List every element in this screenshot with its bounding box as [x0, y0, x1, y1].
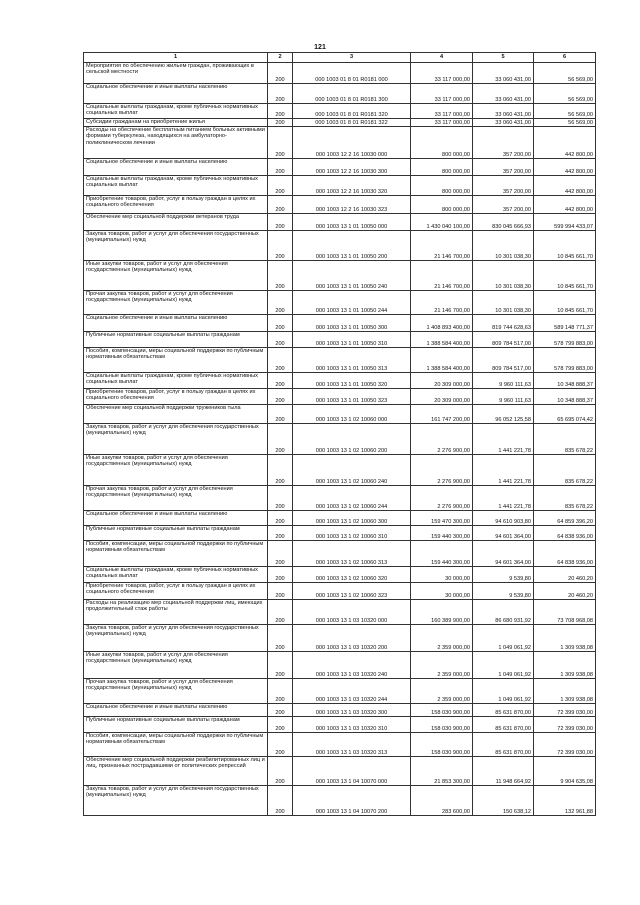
row-name: Обеспечение мер социальной поддержки реабилитированных лиц и лиц, признанных пострадавшими от политических репрессий [84, 757, 268, 786]
approved-amount: 158 030 900,00 [411, 733, 473, 757]
budget-classification-code: 000 1003 13 1 04 10070 000 [293, 757, 411, 786]
approved-amount: 33 117 000,00 [411, 63, 473, 84]
row-code: 200 [268, 625, 293, 652]
budget-classification-code: 000 1003 13 1 02 10060 310 [293, 526, 411, 541]
table-row [84, 583, 596, 600]
approved-amount: 158 030 900,00 [411, 704, 473, 717]
unexecuted-amount: 132 961,88 [534, 786, 596, 816]
table-row [84, 424, 596, 455]
approved-amount: 21 853 300,00 [411, 757, 473, 786]
row-name: Мероприятия по обеспечению жильем граждан, проживающих в сельской местности [84, 63, 268, 84]
approved-amount: 800 000,00 [411, 159, 473, 176]
table-row [84, 567, 596, 583]
approved-amount: 20 309 000,00 [411, 373, 473, 389]
budget-classification-code: 000 1003 13 1 03 10320 240 [293, 652, 411, 679]
row-name: Социальные выплаты гражданам, кроме публичных нормативных социальных выплат [84, 104, 268, 119]
unexecuted-amount: 56 569,00 [534, 119, 596, 127]
row-name: Пособия, компенсации, меры социальной поддержки по публичным нормативным обязательствам [84, 541, 268, 567]
unexecuted-amount: 578 799 883,00 [534, 332, 596, 348]
approved-amount: 283 600,00 [411, 786, 473, 816]
unexecuted-amount: 1 309 938,08 [534, 679, 596, 704]
approved-amount: 21 146 700,00 [411, 231, 473, 261]
row-code: 200 [268, 733, 293, 757]
table-row [84, 511, 596, 526]
budget-classification-code: 000 1003 13 1 03 10320 300 [293, 704, 411, 717]
executed-amount: 9 960 111,63 [473, 389, 534, 405]
table-row [84, 600, 596, 625]
unexecuted-amount: 835 678,22 [534, 424, 596, 455]
approved-amount: 159 440 300,00 [411, 526, 473, 541]
approved-amount: 161 747 200,00 [411, 405, 473, 424]
approved-amount: 21 146 700,00 [411, 291, 473, 315]
row-code: 200 [268, 389, 293, 405]
row-name: Приобретение товаров, работ, услуг в пользу граждан в целях их социального обеспечения [84, 196, 268, 214]
unexecuted-amount: 72 399 030,00 [534, 733, 596, 757]
table-row [84, 455, 596, 486]
executed-amount: 809 784 517,00 [473, 332, 534, 348]
table-row [84, 786, 596, 816]
budget-classification-code: 000 1003 13 1 03 10320 244 [293, 679, 411, 704]
unexecuted-amount: 442 800,00 [534, 196, 596, 214]
approved-amount: 2 359 000,00 [411, 652, 473, 679]
table-row [84, 733, 596, 757]
approved-amount: 1 388 584 400,00 [411, 332, 473, 348]
unexecuted-amount: 20 460,20 [534, 567, 596, 583]
row-code: 200 [268, 348, 293, 373]
row-name: Обеспечение мер социальной поддержки тружеников тыла [84, 405, 268, 424]
row-name: Иные закупки товаров, работ и услуг для обеспечения государственных (муниципальных) нужд [84, 455, 268, 486]
row-code: 200 [268, 63, 293, 84]
executed-amount: 1 441 221,78 [473, 424, 534, 455]
row-name: Социальное обеспечение и иные выплаты населению [84, 704, 268, 717]
row-name: Социальное обеспечение и иные выплаты населению [84, 511, 268, 526]
executed-amount: 85 631 870,00 [473, 717, 534, 733]
table-row [84, 405, 596, 424]
row-code: 200 [268, 600, 293, 625]
budget-classification-code: 000 1003 13 1 01 10050 310 [293, 332, 411, 348]
unexecuted-amount: 65 695 074,42 [534, 405, 596, 424]
executed-amount: 9 960 111,63 [473, 373, 534, 389]
budget-classification-code: 000 1003 13 1 02 10060 000 [293, 405, 411, 424]
executed-amount: 94 601 364,00 [473, 526, 534, 541]
table-row [84, 127, 596, 159]
table-row [84, 291, 596, 315]
unexecuted-amount: 9 904 635,08 [534, 757, 596, 786]
approved-amount: 159 440 300,00 [411, 541, 473, 567]
row-name: Субсидии гражданам на приобретение жилья [84, 119, 268, 127]
row-code: 200 [268, 717, 293, 733]
budget-classification-code: 000 1003 01 8 01 R0181 322 [293, 119, 411, 127]
unexecuted-amount: 10 348 888,37 [534, 373, 596, 389]
row-name: Иные закупки товаров, работ и услуг для обеспечения государственных (муниципальных) нужд [84, 652, 268, 679]
approved-amount: 158 030 900,00 [411, 717, 473, 733]
executed-amount: 11 948 664,92 [473, 757, 534, 786]
executed-amount: 357 200,00 [473, 159, 534, 176]
unexecuted-amount: 64 859 396,20 [534, 511, 596, 526]
unexecuted-amount: 56 569,00 [534, 63, 596, 84]
budget-classification-code: 000 1003 13 1 02 10060 300 [293, 511, 411, 526]
budget-classification-code: 000 1003 13 1 01 10050 000 [293, 214, 411, 231]
table-row [84, 261, 596, 291]
budget-classification-code: 000 1003 13 1 02 10060 320 [293, 567, 411, 583]
table-row [84, 652, 596, 679]
row-name: Прочая закупка товаров, работ и услуг для обеспечения государственных (муниципальных) нужд [84, 486, 268, 511]
row-code: 200 [268, 261, 293, 291]
column-number-row [84, 53, 596, 63]
budget-classification-code: 000 1003 13 1 01 10050 200 [293, 231, 411, 261]
row-code: 200 [268, 159, 293, 176]
approved-amount: 33 117 000,00 [411, 104, 473, 119]
row-code: 200 [268, 84, 293, 104]
table-row [84, 389, 596, 405]
row-code: 200 [268, 786, 293, 816]
approved-amount: 33 117 000,00 [411, 84, 473, 104]
budget-execution-table [83, 52, 596, 816]
unexecuted-amount: 20 460,20 [534, 583, 596, 600]
approved-amount: 1 388 584 400,00 [411, 348, 473, 373]
budget-classification-code: 000 1003 13 1 03 10320 310 [293, 717, 411, 733]
executed-amount: 94 610 903,80 [473, 511, 534, 526]
unexecuted-amount: 72 399 030,00 [534, 704, 596, 717]
row-name: Закупка товаров, работ и услуг для обеспечения государственных (муниципальных) нужд [84, 424, 268, 455]
approved-amount: 20 309 000,00 [411, 389, 473, 405]
row-code: 200 [268, 541, 293, 567]
unexecuted-amount: 56 569,00 [534, 104, 596, 119]
row-name: Пособия, компенсации, меры социальной поддержки по публичным нормативным обязательствам [84, 733, 268, 757]
row-code: 200 [268, 231, 293, 261]
executed-amount: 10 301 038,30 [473, 291, 534, 315]
approved-amount: 800 000,00 [411, 196, 473, 214]
executed-amount: 9 539,80 [473, 567, 534, 583]
budget-classification-code: 000 1003 12 2 16 10030 323 [293, 196, 411, 214]
column-number: 1 [84, 53, 268, 63]
executed-amount: 10 301 038,30 [473, 231, 534, 261]
executed-amount: 1 441 221,78 [473, 455, 534, 486]
budget-classification-code: 000 1003 13 1 01 10050 244 [293, 291, 411, 315]
table-row [84, 159, 596, 176]
executed-amount: 10 301 038,30 [473, 261, 534, 291]
approved-amount: 1 430 040 100,00 [411, 214, 473, 231]
row-name: Социальные выплаты гражданам, кроме публичных нормативных социальных выплат [84, 176, 268, 196]
table-row [84, 332, 596, 348]
row-name: Иные закупки товаров, работ и услуг для обеспечения государственных (муниципальных) нужд [84, 261, 268, 291]
row-code: 200 [268, 373, 293, 389]
row-name: Расходы на обеспечение бесплатным питанием больных активными формами туберкулеза, находящихся на амбулаторно-поликлиническом лечении [84, 127, 268, 159]
executed-amount: 830 045 666,93 [473, 214, 534, 231]
row-code: 200 [268, 104, 293, 119]
row-name: Прочая закупка товаров, работ и услуг для обеспечения государственных (муниципальных) нужд [84, 291, 268, 315]
table-row [84, 679, 596, 704]
row-name: Приобретение товаров, работ, услуг в пользу граждан в целях их социального обеспечения [84, 389, 268, 405]
executed-amount: 357 200,00 [473, 127, 534, 159]
approved-amount: 159 470 300,00 [411, 511, 473, 526]
approved-amount: 2 276 900,00 [411, 486, 473, 511]
table-row [84, 214, 596, 231]
table-row [84, 196, 596, 214]
executed-amount: 33 060 431,00 [473, 63, 534, 84]
executed-amount: 33 060 431,00 [473, 84, 534, 104]
budget-classification-code: 000 1003 12 2 16 10030 320 [293, 176, 411, 196]
row-code: 200 [268, 567, 293, 583]
row-name: Социальное обеспечение и иные выплаты населению [84, 84, 268, 104]
unexecuted-amount: 442 800,00 [534, 176, 596, 196]
column-number: 4 [411, 53, 473, 63]
row-name: Обеспечение мер социальной поддержки ветеранов труда [84, 214, 268, 231]
budget-classification-code: 000 1003 13 1 03 10320 200 [293, 625, 411, 652]
budget-classification-code: 000 1003 13 1 01 10050 323 [293, 389, 411, 405]
executed-amount: 85 631 870,00 [473, 704, 534, 717]
row-name: Приобретение товаров, работ, услуг в пользу граждан в целях их социального обеспечения [84, 583, 268, 600]
executed-amount: 819 744 628,63 [473, 315, 534, 332]
row-code: 200 [268, 757, 293, 786]
row-name: Закупка товаров, работ и услуг для обеспечения государственных (муниципальных) нужд [84, 786, 268, 816]
executed-amount: 1 049 061,92 [473, 625, 534, 652]
unexecuted-amount: 10 845 661,70 [534, 291, 596, 315]
row-name: Публичные нормативные социальные выплаты гражданам [84, 526, 268, 541]
budget-classification-code: 000 1003 13 1 02 10060 200 [293, 424, 411, 455]
executed-amount: 96 052 125,58 [473, 405, 534, 424]
row-name: Пособия, компенсации, меры социальной поддержки по публичным нормативным обязательствам [84, 348, 268, 373]
budget-classification-code: 000 1003 13 1 04 10070 200 [293, 786, 411, 816]
table-row [84, 84, 596, 104]
approved-amount: 30 000,00 [411, 583, 473, 600]
row-code: 200 [268, 315, 293, 332]
unexecuted-amount: 72 399 030,00 [534, 717, 596, 733]
approved-amount: 2 359 000,00 [411, 679, 473, 704]
row-code: 200 [268, 196, 293, 214]
budget-classification-code: 000 1003 13 1 03 10320 313 [293, 733, 411, 757]
unexecuted-amount: 1 309 938,08 [534, 625, 596, 652]
budget-classification-code: 000 1003 13 1 02 10060 323 [293, 583, 411, 600]
executed-amount: 9 539,80 [473, 583, 534, 600]
row-name: Расходы на реализацию мер социальной поддержки лиц, имеющих продолжительный стаж работы [84, 600, 268, 625]
unexecuted-amount: 578 799 883,00 [534, 348, 596, 373]
table-row [84, 63, 596, 84]
row-code: 200 [268, 704, 293, 717]
row-name: Публичные нормативные социальные выплаты гражданам [84, 717, 268, 733]
column-number: 6 [534, 53, 596, 63]
budget-classification-code: 000 1003 01 8 01 R0181 300 [293, 84, 411, 104]
table-row [84, 625, 596, 652]
executed-amount: 86 680 931,92 [473, 600, 534, 625]
budget-classification-code: 000 1003 13 1 01 10050 320 [293, 373, 411, 389]
table-row [84, 348, 596, 373]
row-code: 200 [268, 332, 293, 348]
row-code: 200 [268, 679, 293, 704]
row-code: 200 [268, 214, 293, 231]
unexecuted-amount: 835 678,22 [534, 486, 596, 511]
executed-amount: 1 049 061,92 [473, 652, 534, 679]
unexecuted-amount: 10 845 661,70 [534, 261, 596, 291]
budget-classification-code: 000 1003 13 1 01 10050 313 [293, 348, 411, 373]
row-code: 200 [268, 652, 293, 679]
row-code: 200 [268, 405, 293, 424]
table-row [84, 176, 596, 196]
row-code: 200 [268, 119, 293, 127]
row-name: Прочая закупка товаров, работ и услуг для обеспечения государственных (муниципальных) нужд [84, 679, 268, 704]
row-code: 200 [268, 526, 293, 541]
approved-amount: 2 276 900,00 [411, 424, 473, 455]
approved-amount: 21 146 700,00 [411, 261, 473, 291]
unexecuted-amount: 599 994 433,07 [534, 214, 596, 231]
table-row [84, 717, 596, 733]
row-name: Социальное обеспечение и иные выплаты населению [84, 315, 268, 332]
executed-amount: 85 631 870,00 [473, 733, 534, 757]
row-code: 200 [268, 127, 293, 159]
budget-classification-code: 000 1003 01 8 01 R0181 320 [293, 104, 411, 119]
budget-classification-code: 000 1003 13 1 01 10050 240 [293, 261, 411, 291]
executed-amount: 357 200,00 [473, 176, 534, 196]
executed-amount: 1 049 061,92 [473, 679, 534, 704]
unexecuted-amount: 64 838 936,00 [534, 526, 596, 541]
row-code: 200 [268, 424, 293, 455]
unexecuted-amount: 1 309 938,08 [534, 652, 596, 679]
row-name: Закупка товаров, работ и услуг для обеспечения государственных (муниципальных) нужд [84, 625, 268, 652]
executed-amount: 150 638,12 [473, 786, 534, 816]
executed-amount: 94 601 364,00 [473, 541, 534, 567]
approved-amount: 1 408 893 400,00 [411, 315, 473, 332]
row-name: Закупка товаров, работ и услуг для обеспечения государственных (муниципальных) нужд [84, 231, 268, 261]
executed-amount: 809 784 517,00 [473, 348, 534, 373]
unexecuted-amount: 56 569,00 [534, 84, 596, 104]
table-row [84, 526, 596, 541]
budget-classification-code: 000 1003 13 1 02 10060 313 [293, 541, 411, 567]
executed-amount: 357 200,00 [473, 196, 534, 214]
budget-classification-code: 000 1003 01 8 01 R0181 000 [293, 63, 411, 84]
page-number: 121 [314, 44, 326, 51]
approved-amount: 800 000,00 [411, 127, 473, 159]
table-row [84, 104, 596, 119]
row-code: 200 [268, 176, 293, 196]
approved-amount: 2 276 900,00 [411, 455, 473, 486]
budget-classification-code: 000 1003 12 2 16 10030 000 [293, 127, 411, 159]
row-name: Социальные выплаты гражданам, кроме публичных нормативных социальных выплат [84, 567, 268, 583]
row-name: Социальные выплаты гражданам, кроме публичных нормативных социальных выплат [84, 373, 268, 389]
table-row [84, 541, 596, 567]
budget-classification-code: 000 1003 13 1 03 10320 000 [293, 600, 411, 625]
approved-amount: 2 359 000,00 [411, 625, 473, 652]
executed-amount: 1 441 221,78 [473, 486, 534, 511]
executed-amount: 33 060 431,00 [473, 119, 534, 127]
unexecuted-amount: 835 678,22 [534, 455, 596, 486]
unexecuted-amount: 64 838 936,00 [534, 541, 596, 567]
budget-classification-code: 000 1003 13 1 02 10060 240 [293, 455, 411, 486]
column-number: 5 [473, 53, 534, 63]
approved-amount: 30 000,00 [411, 567, 473, 583]
executed-amount: 33 060 431,00 [473, 104, 534, 119]
unexecuted-amount: 589 148 771,37 [534, 315, 596, 332]
table-row [84, 757, 596, 786]
budget-classification-code: 000 1003 13 1 01 10050 300 [293, 315, 411, 332]
unexecuted-amount: 442 800,00 [534, 159, 596, 176]
table-row [84, 373, 596, 389]
column-number: 3 [293, 53, 411, 63]
table-row [84, 119, 596, 127]
row-name: Социальное обеспечение и иные выплаты населению [84, 159, 268, 176]
budget-classification-code: 000 1003 12 2 16 10030 300 [293, 159, 411, 176]
row-code: 200 [268, 455, 293, 486]
row-code: 200 [268, 291, 293, 315]
column-number: 2 [268, 53, 293, 63]
table-row [84, 486, 596, 511]
table-row [84, 704, 596, 717]
unexecuted-amount: 10 845 661,70 [534, 231, 596, 261]
unexecuted-amount: 73 708 968,08 [534, 600, 596, 625]
unexecuted-amount: 10 348 888,37 [534, 389, 596, 405]
row-code: 200 [268, 486, 293, 511]
budget-classification-code: 000 1003 13 1 02 10060 244 [293, 486, 411, 511]
row-name: Публичные нормативные социальные выплаты гражданам [84, 332, 268, 348]
approved-amount: 800 000,00 [411, 176, 473, 196]
unexecuted-amount: 442 800,00 [534, 127, 596, 159]
approved-amount: 33 117 000,00 [411, 119, 473, 127]
table-row [84, 315, 596, 332]
approved-amount: 160 389 900,00 [411, 600, 473, 625]
row-code: 200 [268, 583, 293, 600]
table-row [84, 231, 596, 261]
row-code: 200 [268, 511, 293, 526]
